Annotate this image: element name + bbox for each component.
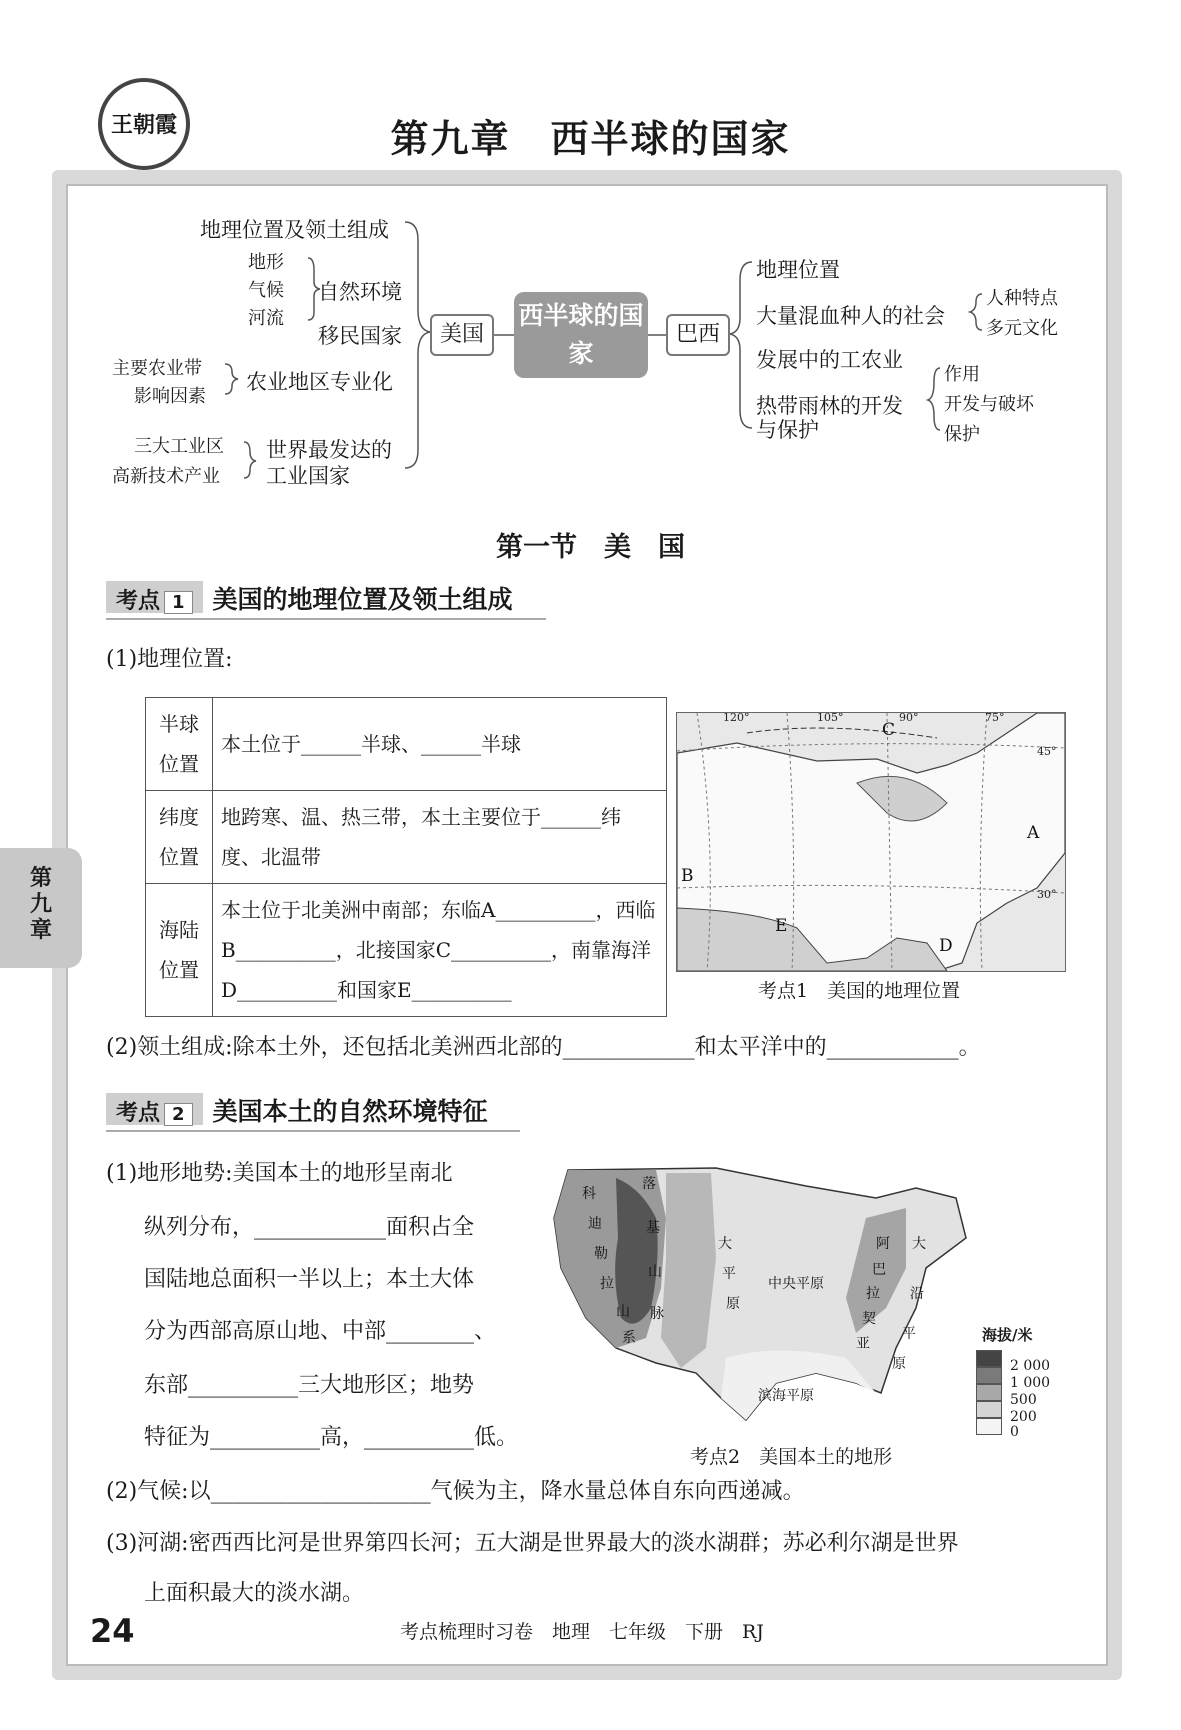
- legend-label: 0: [1010, 1424, 1019, 1440]
- mm-brazil-forest-line2: 与保护: [756, 418, 819, 442]
- map1-lon-90: 90°: [899, 713, 919, 724]
- table-cell-hemisphere: 本土位于______半球、______半球: [213, 698, 667, 791]
- usa-terrain-map: [546, 1158, 976, 1438]
- map2-caption: 考点2 美国本土的地形: [690, 1446, 893, 1468]
- footer-text: 考点梳理时习卷 地理 七年级 下册 RJ: [400, 1621, 764, 1643]
- mm-brazil-industry: 发展中的工农业: [756, 348, 903, 372]
- map1-label-e: E: [775, 916, 788, 936]
- mm-brazil-mixed-sub-race: 人种特点: [986, 288, 1058, 309]
- map1-lat-30: 30°: [1037, 888, 1057, 901]
- map2-cord-6: 系: [622, 1330, 636, 1346]
- mm-usa-nature-sub-terrain: 地形: [248, 252, 284, 273]
- legend-swatch: [976, 1401, 1002, 1418]
- mm-usa-industry-sub-zones: 三大工业区: [134, 436, 224, 457]
- usa-location-map: [676, 712, 1066, 972]
- map2-cord-5: 山: [616, 1304, 630, 1320]
- map2-rocky-3: 山: [648, 1264, 662, 1280]
- map2-app-4: 契: [862, 1311, 876, 1327]
- kaodian2-num: 2: [164, 1103, 193, 1126]
- map2-app-2: 巴: [872, 1262, 886, 1278]
- kaodian2-title: 美国本土的自然环境特征: [212, 1097, 488, 1126]
- map2-rocky-1: 落: [642, 1176, 656, 1192]
- map2-atl-4: 原: [892, 1356, 906, 1372]
- mm-brazil-forest-sub-develop: 开发与破坏: [944, 394, 1034, 415]
- table-cell-land-sea: 本土位于北美洲中南部；东临A__________，西临B__________，北接国家C__________，南靠海洋D__________和国家E__________: [213, 884, 667, 1017]
- usa-terrain-map-svg: [546, 1158, 976, 1438]
- map2-atl-3: 平: [902, 1326, 916, 1342]
- map1-label-a: A: [1027, 823, 1040, 843]
- chapter-title: 第九章 西半球的国家: [390, 117, 791, 161]
- mm-usa-industry-sub-hitech: 高新技术产业: [112, 466, 220, 487]
- map1-label-c: C: [882, 720, 896, 740]
- mm-brazil-location: 地理位置: [756, 258, 840, 282]
- mm-usa-nature-sub-climate: 气候: [248, 280, 284, 301]
- mm-usa-nature: 自然环境: [318, 280, 402, 304]
- legend-swatch: [976, 1384, 1002, 1401]
- table-cell-latitude: 地跨寒、温、热三带，本土主要位于______纬度、北温带: [213, 791, 667, 884]
- legend-label: 1 000: [1010, 1375, 1051, 1391]
- terrain-line-6: 特征为__________高，__________低。: [144, 1425, 519, 1450]
- kaodian1-sub2: (2)领土组成:除本土外，还包括北美洲西北部的____________和太平洋中的____________。: [106, 1035, 981, 1060]
- location-table: [145, 697, 667, 1017]
- page-number: 24: [90, 1612, 135, 1650]
- map2-cord-4: 拉: [600, 1276, 614, 1292]
- map2-rocky-4: 脉: [650, 1306, 664, 1322]
- kaodian1-header: [106, 580, 546, 620]
- map2-gp-3: 原: [726, 1296, 740, 1312]
- kaodian1-title: 美国的地理位置及领土组成: [212, 585, 513, 614]
- legend-swatch: [976, 1367, 1002, 1384]
- mm-usa-agri-sub-belts: 主要农业带: [112, 358, 202, 379]
- map1-lon-75: 75°: [985, 713, 1005, 724]
- map2-gp-2: 平: [722, 1266, 736, 1282]
- map2-cord-2: 迪: [588, 1216, 602, 1232]
- table-head-latitude: 纬度位置: [146, 791, 213, 884]
- climate-line: (2)气候:以____________________气候为主，降水量总体自东向西递减。: [106, 1479, 805, 1504]
- table-row: [146, 791, 667, 884]
- mm-usa-node: 美国: [430, 314, 494, 356]
- map2-atl-2: 沿: [910, 1286, 924, 1302]
- terrain-line-1: (1)地形地势:美国本土的地形呈南北: [106, 1161, 453, 1186]
- section-title: 第一节 美 国: [496, 532, 685, 563]
- mm-brazil-forest-line1: 热带雨林的开发: [756, 394, 903, 418]
- side-chapter-tab: [0, 848, 82, 968]
- mind-map-connectors: [0, 0, 1181, 500]
- map2-app-5: 亚: [856, 1336, 870, 1352]
- map1-label-b: B: [681, 866, 694, 886]
- terrain-line-3: 国陆地总面积一半以上；本土大体: [144, 1267, 475, 1292]
- mm-brazil-mixed: 大量混血种人的社会: [756, 304, 945, 328]
- mm-usa-agri-sub-factors: 影响因素: [134, 386, 206, 407]
- terrain-line-5: 东部__________三大地形区；地势: [144, 1373, 475, 1398]
- legend-swatch: [976, 1418, 1002, 1435]
- mm-usa-industry-line1: 世界最发达的: [266, 438, 392, 462]
- terrain-line-4: 分为西部高原山地、中部________、: [144, 1319, 497, 1344]
- brand-logo-text: 王朝霞: [110, 112, 177, 138]
- kaodian1-num: 1: [164, 591, 193, 614]
- map1-lon-105: 105°: [817, 713, 844, 724]
- map2-app-3: 拉: [866, 1286, 880, 1302]
- mm-center-node: 西半球的国家: [514, 292, 648, 378]
- terrain-line-2: 纵列分布，____________面积占全: [144, 1215, 475, 1240]
- mm-brazil-forest-sub-protect: 保护: [944, 424, 980, 445]
- legend-swatch: [976, 1350, 1002, 1367]
- map2-atl-1: 大: [912, 1236, 926, 1252]
- map2-cord-3: 勒: [594, 1246, 608, 1262]
- kaodian2-header: [106, 1092, 520, 1132]
- mm-brazil-forest-sub-role: 作用: [944, 364, 980, 385]
- map1-lat-45: 45°: [1037, 745, 1057, 758]
- mm-usa-location: 地理位置及领土组成: [200, 218, 389, 242]
- map2-rocky-2: 基: [646, 1220, 660, 1236]
- table-head-hemisphere: 半球位置: [146, 698, 213, 791]
- legend-title: 海拔/米: [982, 1326, 1033, 1344]
- mm-usa-agri: 农业地区专业化: [246, 370, 393, 394]
- map1-lon-120: 120°: [723, 713, 750, 724]
- kaodian2-tag: 考点 2: [106, 1093, 203, 1125]
- kaodian1-sub1: (1)地理位置:: [106, 647, 233, 672]
- legend-label: 2 000: [1010, 1358, 1051, 1374]
- table-head-land-sea: 海陆位置: [146, 884, 213, 1017]
- map1-caption: 考点1 美国的地理位置: [758, 980, 961, 1002]
- mm-brazil-node: 巴西: [666, 314, 730, 356]
- mm-usa-migrant: 移民国家: [318, 324, 402, 348]
- table-row: [146, 698, 667, 791]
- usa-location-map-svg: [677, 713, 1065, 971]
- rivers-line-2: 上面积最大的淡水湖。: [144, 1581, 365, 1606]
- table-row: [146, 884, 667, 1017]
- map2-app-1: 阿: [876, 1236, 890, 1252]
- map1-label-d: D: [939, 936, 953, 956]
- mm-usa-industry-line2: 工业国家: [266, 464, 350, 488]
- kaodian1-tag: 考点 1: [106, 581, 203, 613]
- map2-central-plains: 中央平原: [768, 1276, 824, 1292]
- legend-label: 200: [1010, 1409, 1037, 1425]
- legend-label: 500: [1010, 1392, 1037, 1408]
- map2-coastal-plain: 滨海平原: [758, 1388, 814, 1404]
- map2-cord-1: 科: [582, 1186, 596, 1202]
- map2-gp-1: 大: [718, 1236, 732, 1252]
- mm-usa-nature-sub-rivers: 河流: [248, 308, 284, 329]
- mm-brazil-mixed-sub-culture: 多元文化: [986, 318, 1058, 339]
- rivers-line-1: (3)河湖:密西西比河是世界第四长河；五大湖是世界最大的淡水湖群；苏必利尔湖是世界: [106, 1531, 959, 1556]
- side-chapter-tab-text: 第九章: [29, 866, 52, 943]
